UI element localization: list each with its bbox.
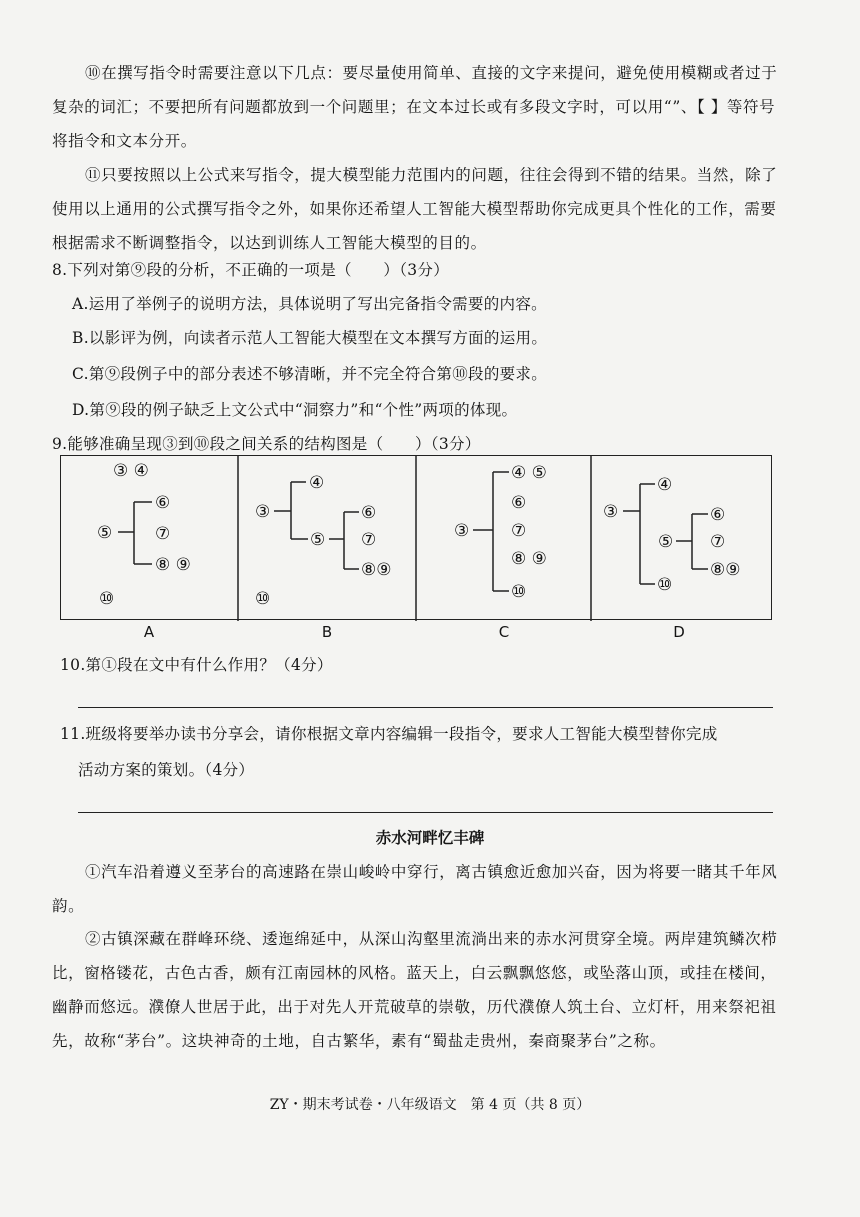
diagram-c-branch-2: ⑥	[511, 493, 527, 513]
diagram-c-branch-3: ⑦	[511, 521, 527, 541]
diagram-d-sub-branch-3: ⑧⑨	[710, 560, 741, 580]
question-8-option-b: B.以影评为例，向读者示范人工智能大模型在文本撰写方面的运用。	[72, 329, 548, 347]
diagram-c-branch-5: ⑩	[511, 582, 527, 602]
caption-a: A	[143, 623, 155, 641]
diagram-c-branch-4: ⑧ ⑨	[511, 549, 547, 569]
diagram-b-sub-branch-2: ⑦	[361, 530, 377, 550]
paragraph-10: ⑩在撰写指令时需要注意以下几点：要尽量使用简单、直接的文字来提问，避免使用模糊或者过于复杂的词汇；不要把所有问题都放到一个问题里；在文本过长或有多段文字时，可以用“”、【 】等符号将指令和文本分开。	[52, 64, 778, 150]
diagram-c-branch-1: ④ ⑤	[511, 463, 547, 483]
article-paragraph-2: ②古镇深藏在群峰环绕、逶迤绵延中，从深山沟壑里流淌出来的赤水河贯穿全境。两岸建筑鳞次栉比，窗格镂花，古色古香，颇有江南园林的风格。蓝天上，白云飘飘悠悠，或坠落山顶，或挂在楼间，幽静而悠远。濮僚人世居于此，出于对先人开荒破草的崇敬，历代濮僚人筑土台、立灯杆，用来祭祀祖先，故称“茅台”。这块神奇的土地，自古繁华，素有“蜀盐走贵州，秦商聚茅台”之称。	[52, 930, 778, 1050]
question-8-stem: 8.下列对第⑨段的分析，不正确的一项是（ ）（3分）	[52, 261, 450, 279]
diagram-b-sub-branch-1: ⑥	[361, 503, 377, 523]
question-8-option-a: A.运用了举例子的说明方法，具体说明了写出完备指令需要的内容。	[72, 295, 547, 313]
diagram-b-upper: ④	[309, 473, 325, 493]
diagram-b-sub-branch-3: ⑧⑨	[361, 560, 392, 580]
caption-c: C	[498, 623, 510, 641]
diagram-a-branch-2: ⑦	[155, 524, 171, 544]
structure-diagrams-svg	[61, 456, 773, 621]
question-10-stem: 10.第①段在文中有什么作用？（4分）	[60, 656, 333, 674]
diagram-b-root: ③	[255, 502, 271, 522]
paragraph-11: ⑪只要按照以上公式来写指令，提大模型能力范围内的问题，往往会得到不错的结果。当然，除了使用以上通用的公式撰写指令之外，如果你还希望人工智能大模型帮助你完成更具个性化的工作，需要根据需求不断调整指令，以达到训练人工智能大模型的目的。	[52, 166, 778, 252]
question-9-stem: 9.能够准确呈现③到⑩段之间关系的结构图是（ ）（3分）	[52, 435, 481, 453]
page-footer: ZY・期末考试卷・八年级语文 第 4 页（共 8 页）	[269, 1097, 591, 1113]
answer-line-11[interactable]	[78, 812, 773, 813]
diagram-a-branch-3: ⑧ ⑨	[155, 555, 191, 575]
question-11-line-1: 11.班级将要举办读书分享会，请你根据文章内容编辑一段指令，要求人工智能大模型替你完成	[60, 725, 718, 743]
answer-line-10[interactable]	[78, 707, 773, 708]
question-8-option-d: D.第⑨段的例子缺乏上文公式中“洞察力”和“个性”两项的体现。	[72, 401, 518, 419]
article-paragraph-1: ①汽车沿着遵义至茅台的高速路在崇山峻岭中穿行，离古镇愈近愈加兴奋，因为将要一睹其千年风韵。	[52, 863, 778, 915]
diagram-d-sub-root: ⑤	[658, 532, 674, 552]
diagram-b-bottom: ⑩	[255, 589, 271, 609]
question-8-option-c: C.第⑨段例子中的部分表述不够清晰，并不完全符合第⑩段的要求。	[72, 365, 548, 383]
diagram-a-branch-1: ⑥	[155, 493, 171, 513]
diagram-d-upper: ④	[657, 475, 673, 495]
question-11-line-2: 活动方案的策划。（4分）	[78, 761, 255, 779]
caption-b: B	[321, 623, 333, 641]
diagram-d-root: ③	[603, 502, 619, 522]
diagram-c-root: ③	[454, 521, 470, 541]
diagram-d-lower: ⑩	[657, 575, 673, 595]
diagram-a-top: ③ ④	[113, 461, 149, 481]
structure-diagrams	[60, 455, 772, 620]
diagram-d-sub-branch-2: ⑦	[710, 532, 726, 552]
diagram-a-root: ⑤	[97, 523, 113, 543]
diagram-a-bottom: ⑩	[99, 589, 115, 609]
caption-d: D	[673, 623, 685, 641]
article-title: 赤水河畔忆丰碑	[375, 829, 485, 847]
diagram-d-sub-branch-1: ⑥	[710, 505, 726, 525]
diagram-b-sub-root: ⑤	[310, 530, 326, 550]
